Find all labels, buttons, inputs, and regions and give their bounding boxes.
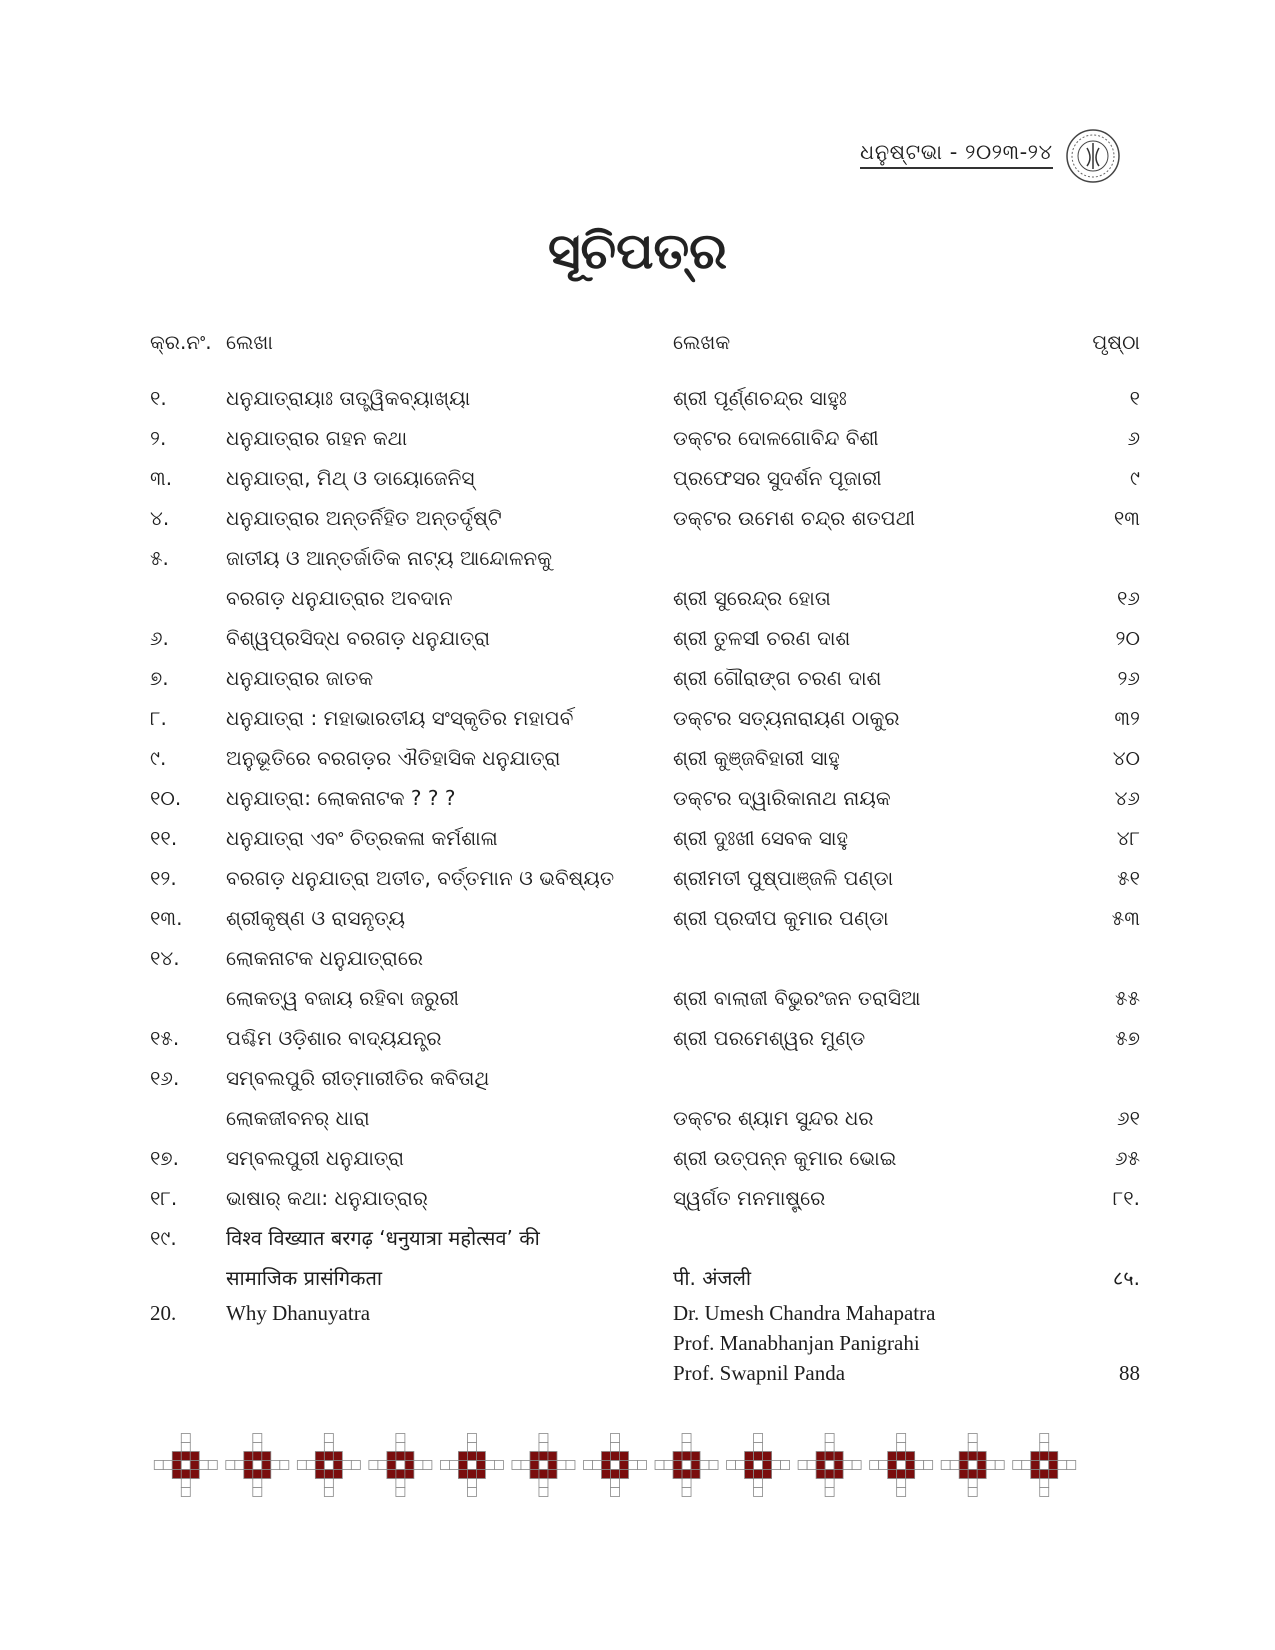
ornament-motif <box>1013 1434 1076 1497</box>
entry-title: ଧନୁଯାତ୍ରା : ମହାଭାରତୀୟ ସଂସ୍କୃତିର ମହାପର୍ବ <box>226 706 574 730</box>
entry-title: ଧନୁଯାତ୍ରା ଏବଂ ଚିତ୍ରକଳା କର୍ମଶାଳା <box>226 826 498 850</box>
toc-row <box>0 778 1275 818</box>
ornament-motif <box>369 1434 432 1497</box>
toc-row <box>0 578 1275 618</box>
toc-row <box>0 858 1275 898</box>
entry-number: ୩. <box>150 466 173 490</box>
ornament-motif <box>941 1434 1004 1497</box>
entry-number: ୧୨. <box>150 866 177 890</box>
running-header <box>860 128 1220 188</box>
entry-page: ୬ <box>1127 426 1140 450</box>
entry-title: ଅନୁଭୂତିରେ ବରଗଡ଼ର ଐତିହାସିକ ଧନୁଯାତ୍ରା <box>226 746 561 770</box>
toc-row <box>0 378 1275 418</box>
ornament-motif <box>226 1434 289 1497</box>
entry-author: Prof. Manabhanjan Panigrahi <box>673 1331 920 1355</box>
entry-number: ୧୮. <box>150 1186 178 1210</box>
entry-page: ୮୧. <box>1112 1186 1140 1210</box>
running-title: ଧନୁଷ୍ଟଭା - ୨୦୨୩-୨୪ <box>860 140 1053 169</box>
entry-author: ଶ୍ରୀମତୀ ପୁଷ୍ପାଞ୍ଜଳି ପଣ୍ଡା <box>673 866 894 890</box>
entry-author: पी. अंजली <box>673 1266 752 1290</box>
toc-row <box>0 498 1275 538</box>
ornament-motif <box>440 1434 503 1497</box>
entry-page: ୫୧ <box>1117 866 1140 890</box>
entry-number: ୭. <box>150 666 169 690</box>
page-title: ସୂଚିପତ୍ର <box>547 222 728 280</box>
entry-author: ଶ୍ରୀ ବାଲାଜୀ ବିଭୁରଂଜନ ତରାସିଆ <box>673 986 921 1010</box>
entry-title: ଧନୁଯାତ୍ରା, ମିଥ୍ ଓ ଡାୟୋଜେନିସ୍ <box>226 466 475 490</box>
entry-title: ସମ୍ବଲପୁରୀ ଧନୁଯାତ୍ରା <box>226 1146 405 1170</box>
entry-number: ୨. <box>150 426 167 450</box>
entry-page: 88 <box>1119 1361 1140 1385</box>
toc-row <box>0 1178 1275 1218</box>
toc-row-last-author-3 <box>0 1358 1275 1388</box>
column-header-page: ପୃଷ୍ଠା <box>1092 330 1140 354</box>
entry-title: ଲୋକନାଟକ ଧନୁଯାତ୍ରାରେ <box>226 946 424 970</box>
entry-title: ଭାଷାର୍ କଥା: ଧନୁଯାତ୍ରାର୍ <box>226 1186 428 1210</box>
ornament-motif <box>727 1434 790 1497</box>
entry-title: ଜାତୀୟ ଓ ଆନ୍ତର୍ଜାତିକ ନାଟ୍ୟ ଆନ୍ଦୋଳନକୁ <box>226 546 552 570</box>
entry-number: ୮. <box>150 706 167 730</box>
toc-row-last <box>0 1298 1275 1328</box>
entry-author: ଶ୍ରୀ ଉତ୍ପନ୍ନ କୁମାର ଭୋଇ <box>673 1146 897 1170</box>
ornament-motif <box>154 1434 217 1497</box>
toc-row <box>0 698 1275 738</box>
entry-title: ଧନୁଯାତ୍ରାୟାଃ ତାତ୍ତ୍ୱିକବ୍ୟାଖ୍ୟା <box>226 386 471 410</box>
entry-number: ୧୬. <box>150 1066 180 1090</box>
column-header-title: ଲେଖା <box>226 330 273 354</box>
toc-row <box>0 418 1275 458</box>
entry-number: ୧୪. <box>150 946 180 970</box>
entry-author: ଡକ୍ଟର ସତ୍ୟନାରାୟଣ ଠାକୁର <box>673 706 900 730</box>
entry-title: ବିଶ୍ୱପ୍ରସିଦ୍ଧ ବରଗଡ଼ ଧନୁଯାତ୍ରା <box>226 626 490 650</box>
entry-number: ୧. <box>150 386 167 410</box>
decorative-border <box>150 1430 1080 1500</box>
entry-title: ଧନୁଯାତ୍ରାର ଜାତକ <box>226 666 374 690</box>
entry-number: ୧୫. <box>150 1026 180 1050</box>
entry-page: ୯ <box>1130 466 1140 490</box>
entry-title: ବରଗଡ଼ ଧନୁଯାତ୍ରା ଅତୀତ, ବର୍ତ୍ତମାନ ଓ ଭବିଷ୍ୟତ <box>226 866 615 890</box>
toc-row <box>0 1098 1275 1138</box>
entry-author: ଶ୍ରୀ ପରମେଶ୍ୱର ମୁଣ୍ଡ <box>673 1026 866 1050</box>
ornament-motif <box>584 1434 647 1497</box>
entry-title: ଧନୁଯାତ୍ରା: ଲୋକନାଟକ ? ? ? <box>226 786 456 810</box>
emblem-seal-icon <box>1065 128 1121 184</box>
entry-author: ଶ୍ରୀ ପ୍ରଦୀପ କୁମାର ପଣ୍ଡା <box>673 906 889 930</box>
entry-number: ୧୯. <box>150 1226 177 1250</box>
entry-page: ୨୬ <box>1117 666 1140 690</box>
entry-author: ଶ୍ରୀ ଦୁଃଖୀ ସେବକ ସାହୁ <box>673 826 849 850</box>
entry-title: ବରଗଡ଼ ଧନୁଯାତ୍ରାର ଅବଦାନ <box>226 586 453 610</box>
entry-author: ଶ୍ରୀ କୁଞ୍ଜବିହାରୀ ସାହୁ <box>673 746 840 770</box>
toc-row <box>0 818 1275 858</box>
entry-title: ଧନୁଯାତ୍ରାର ଗହନ କଥା <box>226 426 408 450</box>
entry-title: ଲୋକଜୀବନର୍ ଧାରା <box>226 1106 370 1130</box>
entry-page: ୪୦ <box>1112 746 1140 770</box>
toc-row <box>0 458 1275 498</box>
entry-number: ୧୦. <box>150 786 182 810</box>
toc-row <box>0 538 1275 578</box>
ornament-motif <box>297 1434 360 1497</box>
entry-page: ୫୭ <box>1115 1026 1140 1050</box>
entry-page: ୫୫ <box>1115 986 1140 1010</box>
entry-title: ସମ୍ବଲପୁରି ରୀତ୍‌ମାରୀତିର କବିତାଥି <box>226 1066 490 1090</box>
toc-row <box>0 1058 1275 1098</box>
entry-author: ଶ୍ରୀ ତୁଳସୀ ଚରଣ ଦାଶ <box>673 626 851 650</box>
entry-number: ୯. <box>150 746 167 770</box>
toc-row <box>0 1258 1275 1298</box>
entry-page: ୬୧ <box>1117 1106 1140 1130</box>
entry-page: ८५. <box>1112 1266 1140 1290</box>
toc-row <box>0 618 1275 658</box>
entry-page: ୨୦ <box>1115 626 1140 650</box>
toc-row <box>0 978 1275 1018</box>
toc-row-last-author-2 <box>0 1328 1275 1358</box>
entry-number: ୪. <box>150 506 170 530</box>
entry-number: ୬. <box>150 626 169 650</box>
column-header-author: ଲେଖକ <box>673 330 731 354</box>
entry-page: ୪୮ <box>1116 826 1140 850</box>
entry-page: ୪୬ <box>1114 786 1140 810</box>
entry-title: विश्व विख्यात बरगढ़ ‘धनुयात्रा महोत्सव’ की <box>226 1226 540 1250</box>
entry-author: ଶ୍ରୀ ସୁରେନ୍ଦ୍ର ହୋତା <box>673 586 831 610</box>
ornament-motif <box>798 1434 861 1497</box>
entry-number: ୧୭. <box>150 1146 180 1170</box>
entry-page: ୩୨ <box>1114 706 1140 730</box>
toc-row <box>0 658 1275 698</box>
entry-title: ଶ୍ରୀକୃଷ୍ଣ ଓ ରାସନୃତ୍ୟ <box>226 906 406 930</box>
toc-entries <box>0 378 1275 1298</box>
entry-author: ଶ୍ରୀ ପୂର୍ଣ୍ଣଚନ୍ଦ୍ର ସାହୁଃ <box>673 386 847 410</box>
entry-number: ୫. <box>150 546 169 570</box>
column-header-number: କ୍ର.ନଂ. <box>150 330 212 354</box>
entry-page: ୧୬ <box>1117 586 1140 610</box>
entry-author: Dr. Umesh Chandra Mahapatra <box>673 1301 936 1325</box>
entry-number: ୧୧. <box>150 826 178 850</box>
entry-page: ୧୩ <box>1113 506 1140 530</box>
entry-title: ଧନୁଯାତ୍ରାର ଅନ୍ତର୍ନିହିତ ଅନ୍ତର୍ଦୃଷ୍ଟି <box>226 506 502 530</box>
entry-author: ପ୍ରଫେସର ସୁଦର୍ଶନ ପୂଜାରୀ <box>673 466 882 490</box>
ornament-motif <box>512 1434 575 1497</box>
entry-page: ୬୫ <box>1114 1146 1140 1170</box>
entry-author: ଡକ୍ଟର ଶ୍ୟାମ ସୁନ୍ଦର ଧର <box>673 1106 874 1130</box>
toc-row <box>0 898 1275 938</box>
toc-row <box>0 938 1275 978</box>
entry-number: 20. <box>150 1301 177 1325</box>
entry-author: ଡକ୍ଟର ଦୋଳଗୋବିନ୍ଦ ବିଶୀ <box>673 426 879 450</box>
toc-row <box>0 1138 1275 1178</box>
entry-number: ୧୩. <box>150 906 183 930</box>
ornament-motif <box>870 1434 933 1497</box>
toc-header-row <box>0 320 1275 364</box>
toc-row <box>0 738 1275 778</box>
entry-title: ପଶ୍ଚିମ ଓଡ଼ିଶାର ବାଦ୍ୟଯନ୍ତ୍ର <box>226 1026 442 1050</box>
entry-author: ଶ୍ରୀ ଗୌରାଙ୍ଗ ଚରଣ ଦାଶ <box>673 666 882 690</box>
toc-row <box>0 1218 1275 1258</box>
entry-title: सामाजिक प्रासंगिकता <box>226 1266 383 1290</box>
table-of-contents <box>0 320 1275 1388</box>
toc-row <box>0 1018 1275 1058</box>
entry-author: ଡକ୍ଟର ଦ୍ୱାରିକାନାଥ ନାୟକ <box>673 786 891 810</box>
entry-title: ଲୋକତ୍ୱ ବଜାୟ ରହିବା ଜରୁରୀ <box>226 986 460 1010</box>
ornament-motif <box>655 1434 718 1497</box>
entry-author: Prof. Swapnil Panda <box>673 1361 846 1385</box>
entry-author: ସ୍ୱର୍ଗତ ମନମାଷ୍ଟ୍ରେ <box>673 1186 826 1210</box>
entry-author: ଡକ୍ଟର ଉମେଶ ଚନ୍ଦ୍ର ଶତପଥୀ <box>673 506 916 530</box>
entry-page: ୧ <box>1129 386 1140 410</box>
entry-page: ୫୩ <box>1111 906 1140 930</box>
entry-title: Why Dhanuyatra <box>226 1301 371 1325</box>
